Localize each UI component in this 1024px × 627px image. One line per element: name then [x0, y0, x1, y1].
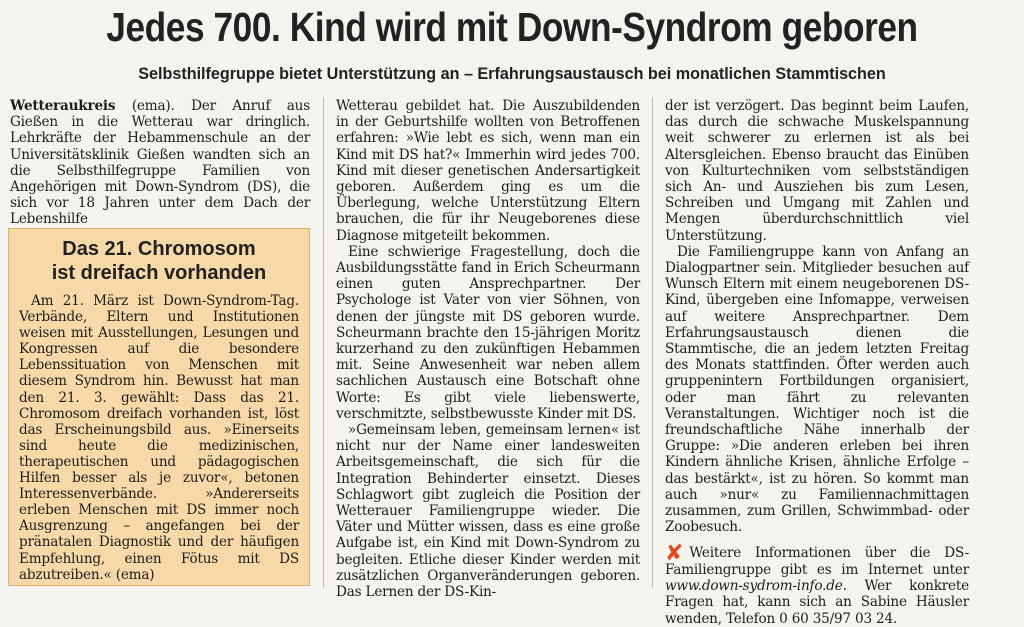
- website-link[interactable]: www.down-sydrom-info.de: [665, 578, 843, 595]
- info-contact: . Wer konkrete Fragen hat, kann sich an Sabine Häusler wenden, Telefon 0 60 35/97 03 24.: [665, 578, 969, 627]
- info-box-title-line-2: ist dreifach vorhanden: [51, 262, 267, 284]
- info-text: Weitere Informationen über die DS-Familiengruppe gibt es im Internet unter: [665, 545, 969, 578]
- info-box-title-line-1: Das 21. Chromosom: [62, 238, 256, 260]
- info-box-paragraph: Am 21. März ist Down-Syndrom-Tag. Verbände, Eltern und Institutionen weisen mit Ausstellungen, Lesungen und Kongressen auf die besondere Lebenssituation von Menschen mit diesem Syndrom hin. Bewusst hat man den 21. 3. gewählt: Dass das 21. Chromosom dreifach vorhanden ist, löst das Erscheinungsbild aus. »Einerseits sind heute die medizinischen, therapeutischen und pädagogischen Hilfen besser als je zuvor«, betonen Interessenverbände. »Andererseits erleben Menschen mit DS immer noch Ausgrenzung – angefangen bei der pränatalen Diagnostik und der häufigen Empfehlung, einen Fötus mit DS abzutreiben.« (ema): [19, 293, 299, 583]
- paragraph: »Gemeinsam leben, gemeinsam lernen« ist nicht nur der Name einer landesweiten Arbeitsgemeinschaft, die sich für die Integration Behinderter einsetzt. Dieses Schlagwort gibt zugleich die Position der Wetterauer Familiengruppe wieder. Die Väter und Mütter wissen, dass es eine große Aufgabe ist, ein Kind mit Down-Syndrom zu begleiten. Etliche dieser Kinder werden mit zusätzlichen Organveränderungen geboren. Das Lernen der DS-Kin-: [336, 422, 640, 601]
- column-divider: [323, 98, 324, 588]
- column-divider: [652, 98, 653, 588]
- headline: Jedes 700. Kind wird mit Down-Syndrom geboren: [106, 4, 918, 50]
- info-box-title: [19, 237, 299, 285]
- info-box-body: [19, 293, 299, 583]
- subheadline: Selbsthilfegruppe bietet Unterstützung an – Erfahrungsaustausch bei monatlichen Stammtischen: [138, 64, 886, 83]
- column-3: [665, 98, 969, 627]
- column-1: [10, 98, 310, 228]
- paragraph: Die Familiengruppe kann von Anfang an Dialogpartner sein. Mitglieder besuchen auf Wunsch Eltern mit einem neugeborenen DS-Kind, übergeben eine Infomappe, verweisen auf weitere Ansprechpartner. Dem Erfahrungsaustausch dienen die Stammtische, die an jedem letzten Freitag des Monats stattfinden. Öfter werden auch gruppenintern Fortbildungen organisiert, oder man fährt zu relevanten Veranstaltungen. Wichtiger noch ist die freundschaftliche Nähe innerhalb der Gruppe: »Die anderen erleben bei ihren Kindern ähnliche Krisen, ähnliche Erfolge – das bestärkt«, ist zu hören. So kommt man auch »nur« zu Familiennachmittagen zusammen, zum Grillen, Schwimmbad- oder Zoobesuch.: [665, 243, 969, 536]
- lead-paragraph: [10, 98, 310, 228]
- paragraph: der ist verzögert. Das beginnt beim Laufen, das durch die schwache Muskelspannung weit schwerer zu erlernen ist als bei Altersgleichen. Ebenso braucht das Einüben von Kulturtechniken vom selbstständigen sich An- und Ausziehen bis zum Lesen, Schreiben und Umgang mit Zahlen und Mengen überdurchschnittlich viel Unterstützung.: [665, 98, 969, 244]
- info-paragraph: [665, 540, 969, 627]
- info-box: [8, 228, 310, 586]
- paragraph: Eine schwierige Fragestellung, doch die Ausbildungsstätte fand in Erich Scheurmann einen guten Ansprechpartner. Der Psychologe ist Vater von vier Söhnen, von denen der jüngste mit DS geboren wurde. Scheurmann brachte den 15-jährigen Moritz kurzerhand zu den zukünftigen Hebammen mit. Seine Anwesenheit war neben allem sachlichen Austausch eine Botschaft ohne Worte: Es gibt viele liebenswerte, verschmitzte, selbstbewusste Kinder mit DS.: [336, 243, 640, 422]
- cross-icon: ✘: [665, 540, 684, 566]
- lead-text: (ema). Der Anruf aus Gießen in die Wetterau war dringlich. Lehrkräfte der Hebammenschule an der Universitätsklinik Gießen wandten sich an die Selbsthilfegruppe Familien von Angehörigen mit Down-Syndrom (DS), die sich vor 18 Jahren unter dem Dach der Lebenshilfe: [10, 98, 310, 228]
- column-2: [336, 98, 640, 600]
- paragraph: Wetterau gebildet hat. Die Auszubildenden in der Geburtshilfe wollten von Betroffenen erfahren: »Wie lebt es sich, wenn man ein Kind mit DS hat?« Immerhin wird jedes 700. Kind mit dieser genetischen Andersartigkeit geboren. Außerdem ging es um die Überlegung, welche Unterstützung Eltern brauchen, die für ihr Neugeborenes diese Diagnose mitgeteilt bekommen.: [336, 98, 640, 244]
- dateline: Wetteraukreis: [10, 98, 116, 114]
